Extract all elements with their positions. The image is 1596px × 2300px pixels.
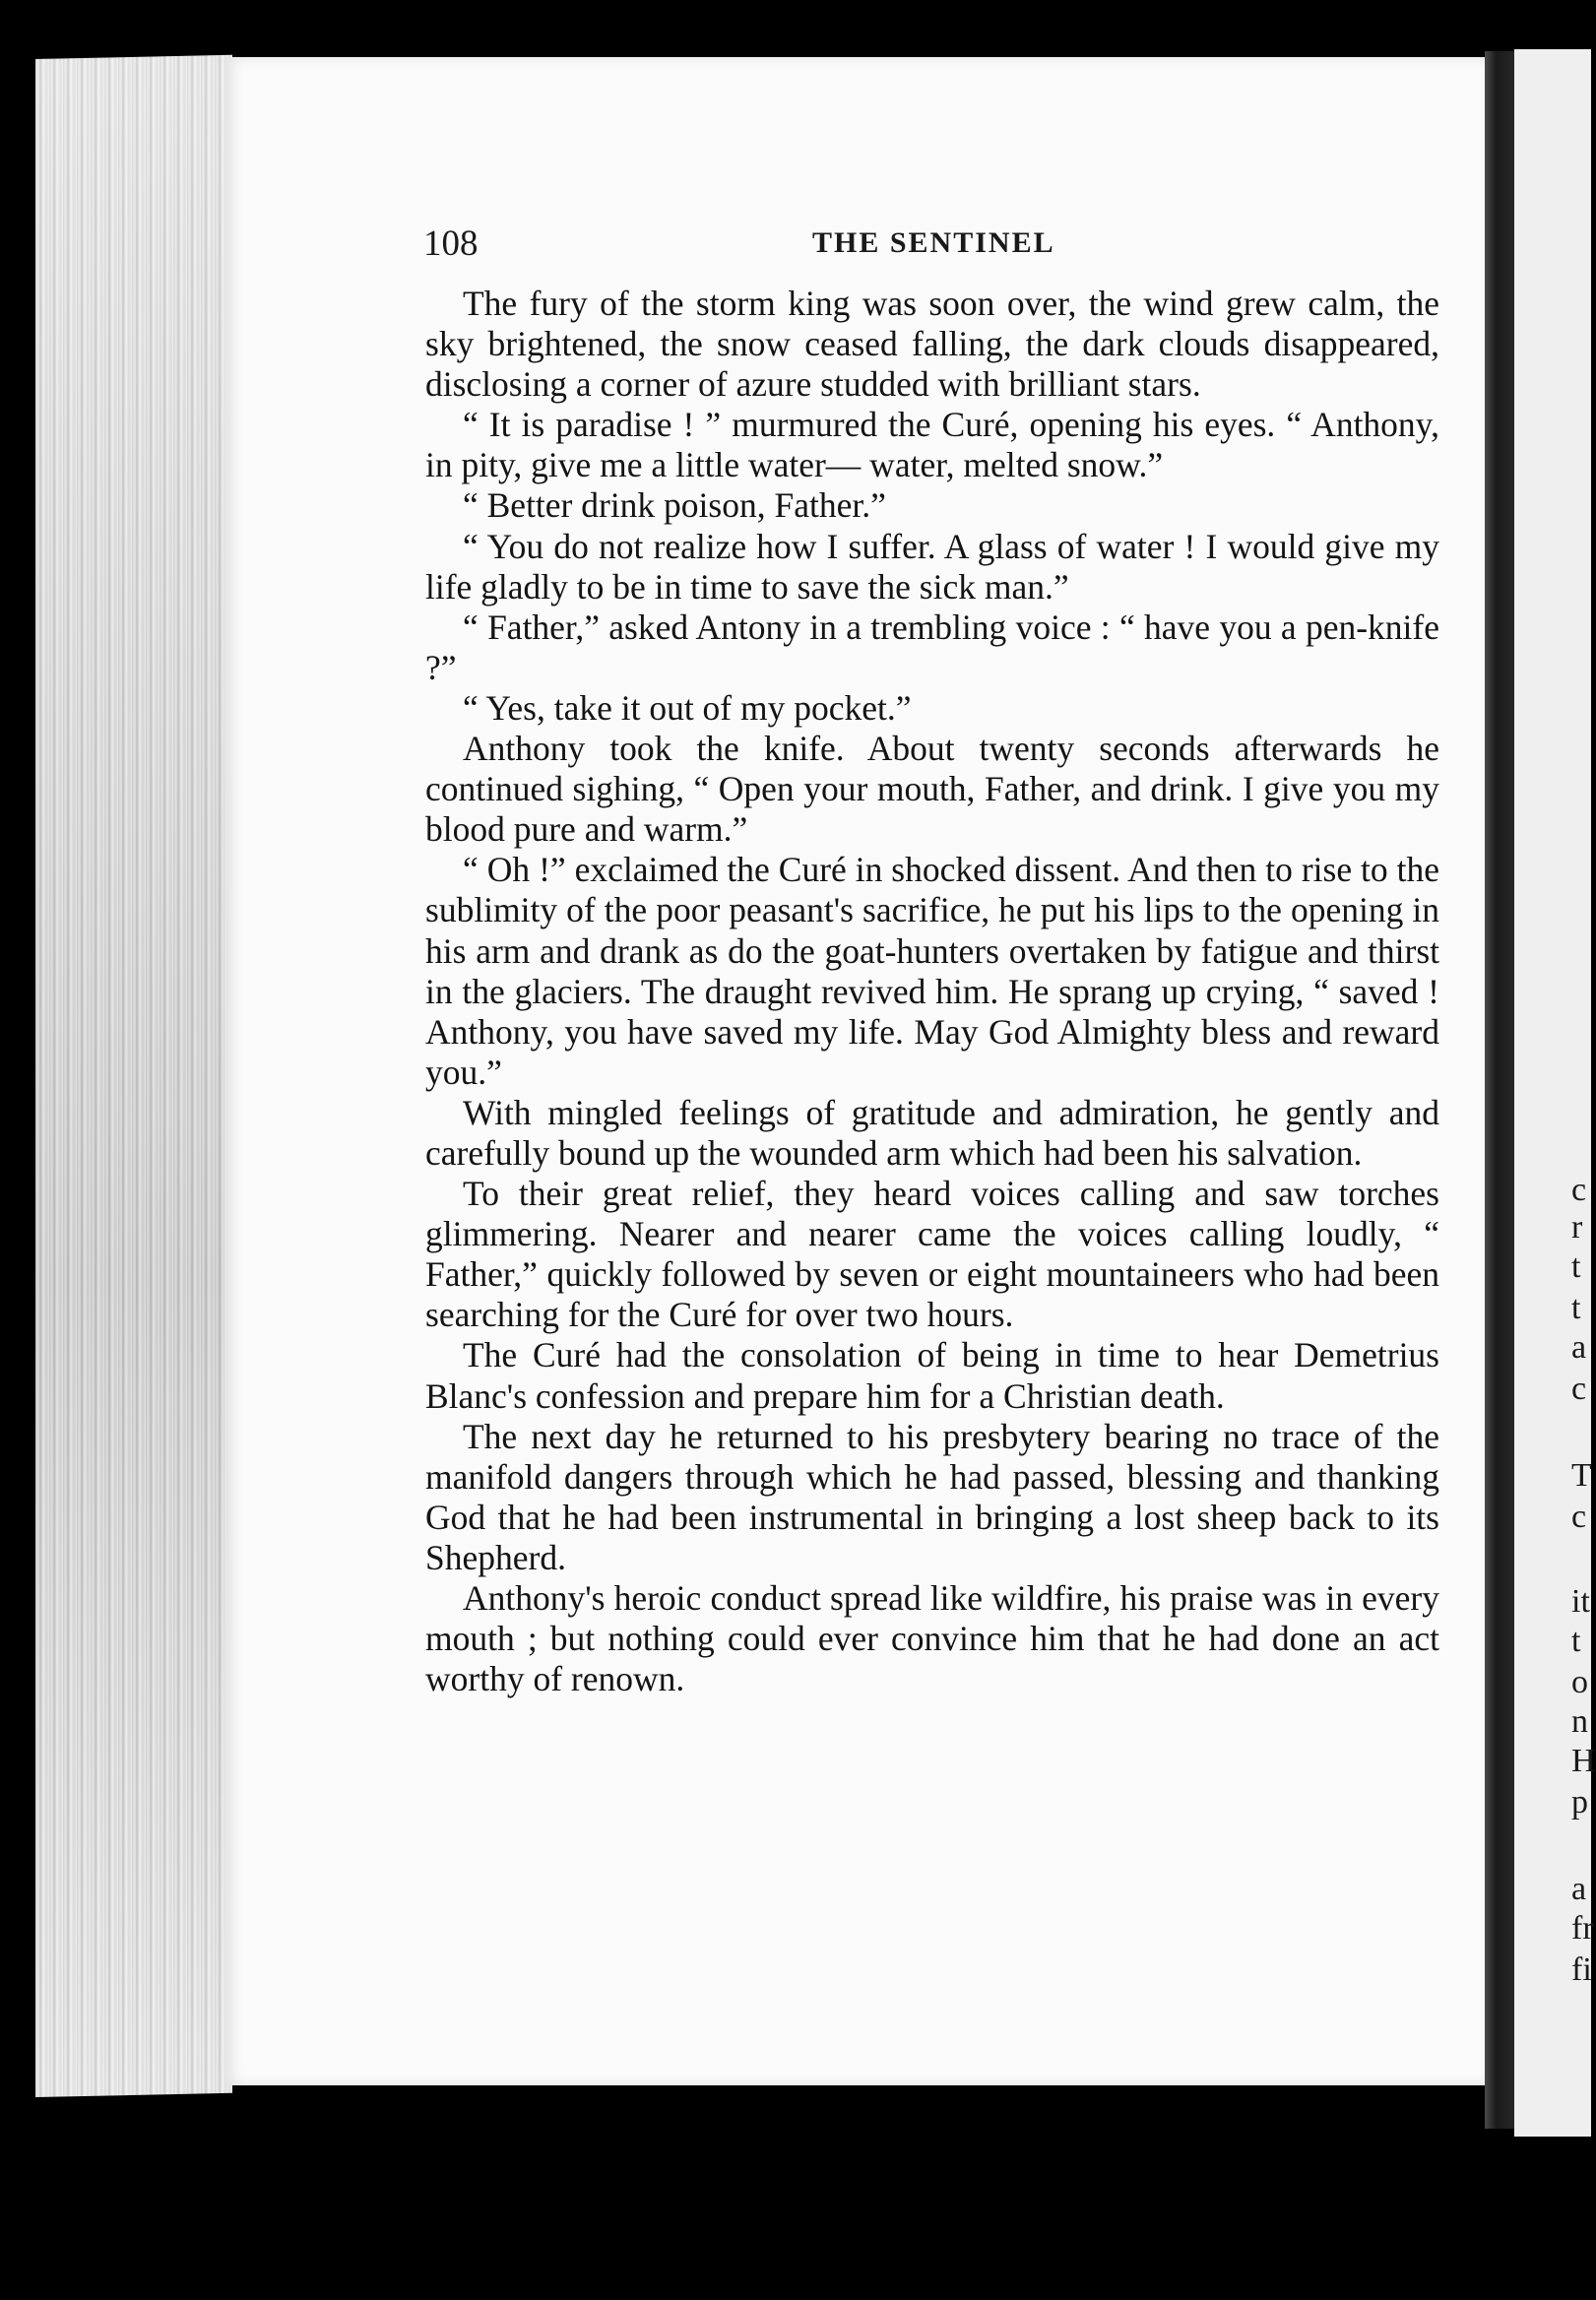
next-page-fragment: H <box>1571 1743 1596 1779</box>
next-page-fragment: c <box>1571 1371 1587 1407</box>
next-page-fragment: a <box>1571 1871 1587 1907</box>
paragraph: “ Oh !” exclaimed the Curé in shocked dissent. And then to rise to the sublimity of the poor peasant's sacrifice, he put his lips to the opening in his arm and drank as do the goat-hunters overtaken by fatigue and thirst in the glaciers. The draught revived him. He sprang up crying, “ saved ! Anthony, you have saved my life. May God Almighty bless and reward you.” <box>425 850 1439 1092</box>
page-edges <box>35 55 232 2097</box>
next-page-fragment: o <box>1571 1664 1588 1700</box>
paragraph: Anthony's heroic conduct spread like wildfire, his praise was in every mouth ; but nothing could ever convince him that he had done an act worthy of renown. <box>425 1578 1439 1699</box>
next-page-fragment: t <box>1571 1290 1581 1326</box>
body-text <box>425 284 1439 1699</box>
paragraph: “ Yes, take it out of my pocket.” <box>463 687 912 728</box>
paragraph: “ Father,” asked Antony in a trembling voice : “ have you a pen-knife ?” <box>425 607 1439 687</box>
next-page-fragment: t <box>1571 1248 1581 1285</box>
next-page-fragment: c <box>1571 1172 1587 1208</box>
paragraph: “ Better drink poison, Father.” <box>463 485 886 526</box>
running-title: THE SENTINEL <box>812 226 1055 259</box>
next-page-fragment: r <box>1571 1209 1583 1246</box>
paragraph: “ It is paradise ! ” murmured the Curé, opening his eyes. “ Anthony, in pity, give me a little water— water, melted snow.” <box>425 405 1439 485</box>
book-gutter <box>1485 51 1514 2129</box>
paragraph: Anthony took the knife. About twenty seconds afterwards he continued sighing, “ Open your mouth, Father, and drink. I give you my blood pure and warm.” <box>425 729 1439 850</box>
paragraph: With mingled feelings of gratitude and admiration, he gently and carefully bound up the wounded arm which had been his salvation. <box>425 1092 1439 1173</box>
next-page-fragment: n <box>1571 1703 1588 1740</box>
next-page-fragment: t <box>1571 1623 1581 1659</box>
next-page-fragment: fi <box>1571 1951 1592 1988</box>
paragraph: The Curé had the consolation of being in time to hear Demetrius Blanc's confession and prepare him for a Christian death. <box>425 1335 1439 1416</box>
paragraph: The next day he returned to his presbytery bearing no trace of the manifold dangers through which he had passed, blessing and thanking God that he had been instrumental in bringing a lost sheep back to its Shepherd. <box>425 1416 1439 1577</box>
paragraph: The fury of the storm king was soon over, the wind grew calm, the sky brightened, the snow ceased falling, the dark clouds disappeared, disclosing a corner of azure studded with brilliant stars. <box>425 284 1439 405</box>
next-page-fragment: fr <box>1571 1910 1594 1947</box>
page-number: 108 <box>423 224 479 264</box>
next-page-fragment: c <box>1571 1499 1587 1535</box>
next-page-fragment: a <box>1571 1329 1587 1366</box>
next-page-sliver <box>1514 49 1596 2137</box>
paragraph: “ You do not realize how I suffer. A glass of water ! I would give my life gladly to be in time to save the sick man.” <box>425 526 1439 607</box>
next-page-fragment: T <box>1571 1457 1592 1494</box>
paragraph: To their great relief, they heard voices calling and saw torches glimmering. Nearer and nearer came the voices calling loudly, “ Father,” quickly followed by seven or eight mountaineers who had been searching for the Curé for over two hours. <box>425 1174 1439 1335</box>
next-page-fragment: p <box>1571 1784 1588 1821</box>
running-head <box>423 223 1437 272</box>
next-page-fragment: it <box>1571 1583 1590 1620</box>
